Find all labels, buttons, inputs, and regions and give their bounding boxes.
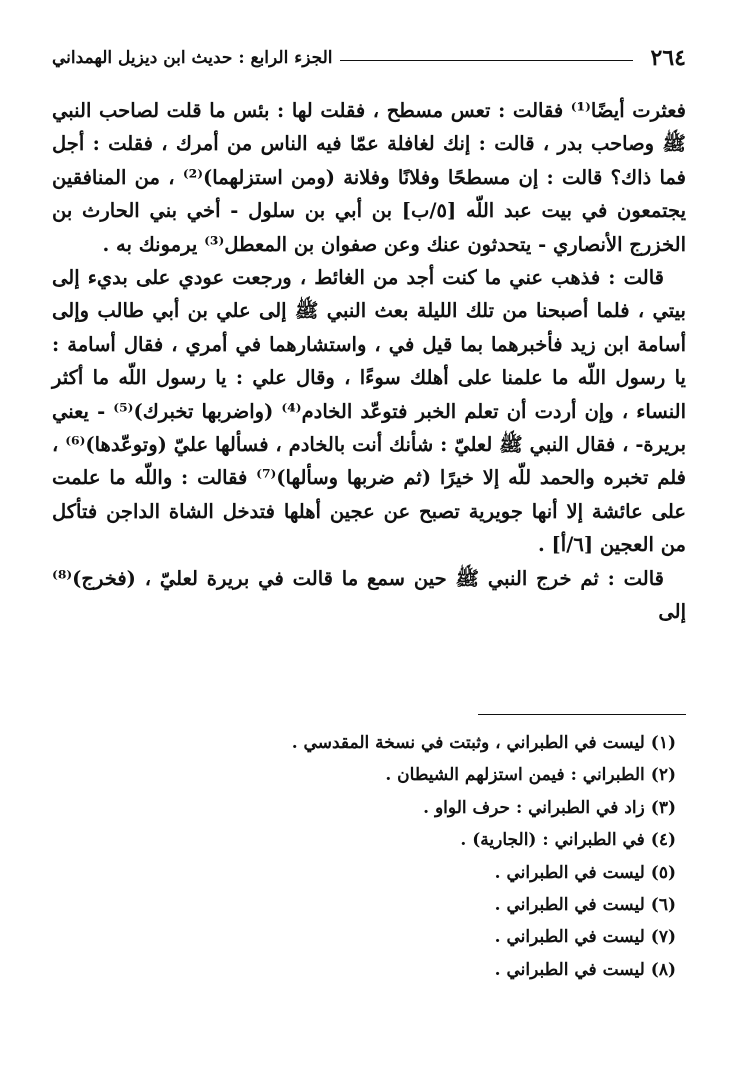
footnote-text: ليست في الطبراني . [494,862,645,883]
footnote-number: (٧) [650,927,676,948]
footnote-number: (٤) [650,830,676,851]
running-title: الجزء الرابع : حديث ابن ديزيل الهمداني [52,48,333,68]
footnote-1 [52,727,676,759]
main-text [52,94,686,629]
footnote-text: ليست في الطبراني . [494,959,645,980]
footnote-text: ليست في الطبراني . [494,895,645,916]
footnote-7 [52,921,676,953]
footnote-number: (٣) [650,797,676,818]
footnotes [52,727,676,986]
footnote-3 [52,792,676,824]
footnote-5 [52,857,676,889]
footnote-2 [52,759,676,791]
footnote-text: زاد في الطبراني : حرف الواو . [423,797,645,818]
footnote-4 [52,824,676,856]
page-number: ٢٦٤ [650,45,686,71]
footnote-number: (٦) [650,895,676,916]
header-rule [340,60,632,61]
footnote-number: (٢) [650,765,676,786]
footnote-8 [52,954,676,986]
paragraph-3: قالت : ثم خرج النبي ﷺ حين سمع ما قالت في بريرة لعليّ ، (فخرج)⁽⁸⁾ إلى [52,566,686,624]
footnote-number: (٥) [650,862,676,883]
footnote-number: (٨) [650,959,676,980]
page-header [52,40,686,76]
footnote-6 [52,889,676,921]
footnote-text: ليست في الطبراني ، وثبتت في نسخة المقدسي . [291,733,645,753]
footnote-text: الطبراني : فيمن استزلهم الشيطان . [385,765,645,786]
footnote-number: (١) [650,733,676,753]
footnote-separator [478,714,686,715]
footnote-text: في الطبراني : (الجارية) . [460,830,645,851]
paragraph-1: فعثرت أيضًا⁽¹⁾ فقالت : تعس مسطح ، فقلت لها : بئس ما قلت لصاحب النبي ﷺ وصاحب بدر ، قالت : إنك لغافلة عمّا فيه الناس من أمرك ، فقلت : أجل فما ذاك؟ قالت : إن مسطحًا وفلانًا وفلانة (ومن استزلهما)⁽²⁾ ، من المنافقين يجتمعون في بيت عبد اللّه [٥/ب] بن أبي بن سلول - أخي بني الحارث بن الخزرج الأنصاري - يتحدثون عنك وعن صفوان بن المعطل⁽³⁾ يرمونك به . [52,99,686,256]
paragraph-2: قالت : فذهب عني ما كنت أجد من الغائط ، ورجعت عودي على بديء إلى بيتي ، فلما أصبحنا من تلك الليلة بعث النبي ﷺ إلى علي بن أبي طالب وإلى أسامة ابن زيد فأخبرهما بما قيل في ، واستشارهما في أمري ، فقال أسامة : يا رسول اللّه ما علمنا على أهلك سوءًا ، وقال علي : يا رسول اللّه ما أكثر النساء ، وإن أردت أن تعلم الخبر فتوعّد الخادم⁽⁴⁾ (واضربها تخبرك)⁽⁵⁾ - يعني بريرة- ، فقال النبي ﷺ لعليّ : شأنك أنت بالخادم ، فسألها عليّ (وتوعّدها)⁽⁶⁾ ، فلم تخبره والحمد للّه إلا خيرًا (ثم ضربها وسألها)⁽⁷⁾ فقالت : واللّه ما علمت على عائشة إلا أنها جويرية تصبح عن عجين أهلها فتدخل الشاة الداجن فتأكل من العجين [٦/أ] . [52,266,687,557]
footnote-text: ليست في الطبراني . [494,927,645,948]
